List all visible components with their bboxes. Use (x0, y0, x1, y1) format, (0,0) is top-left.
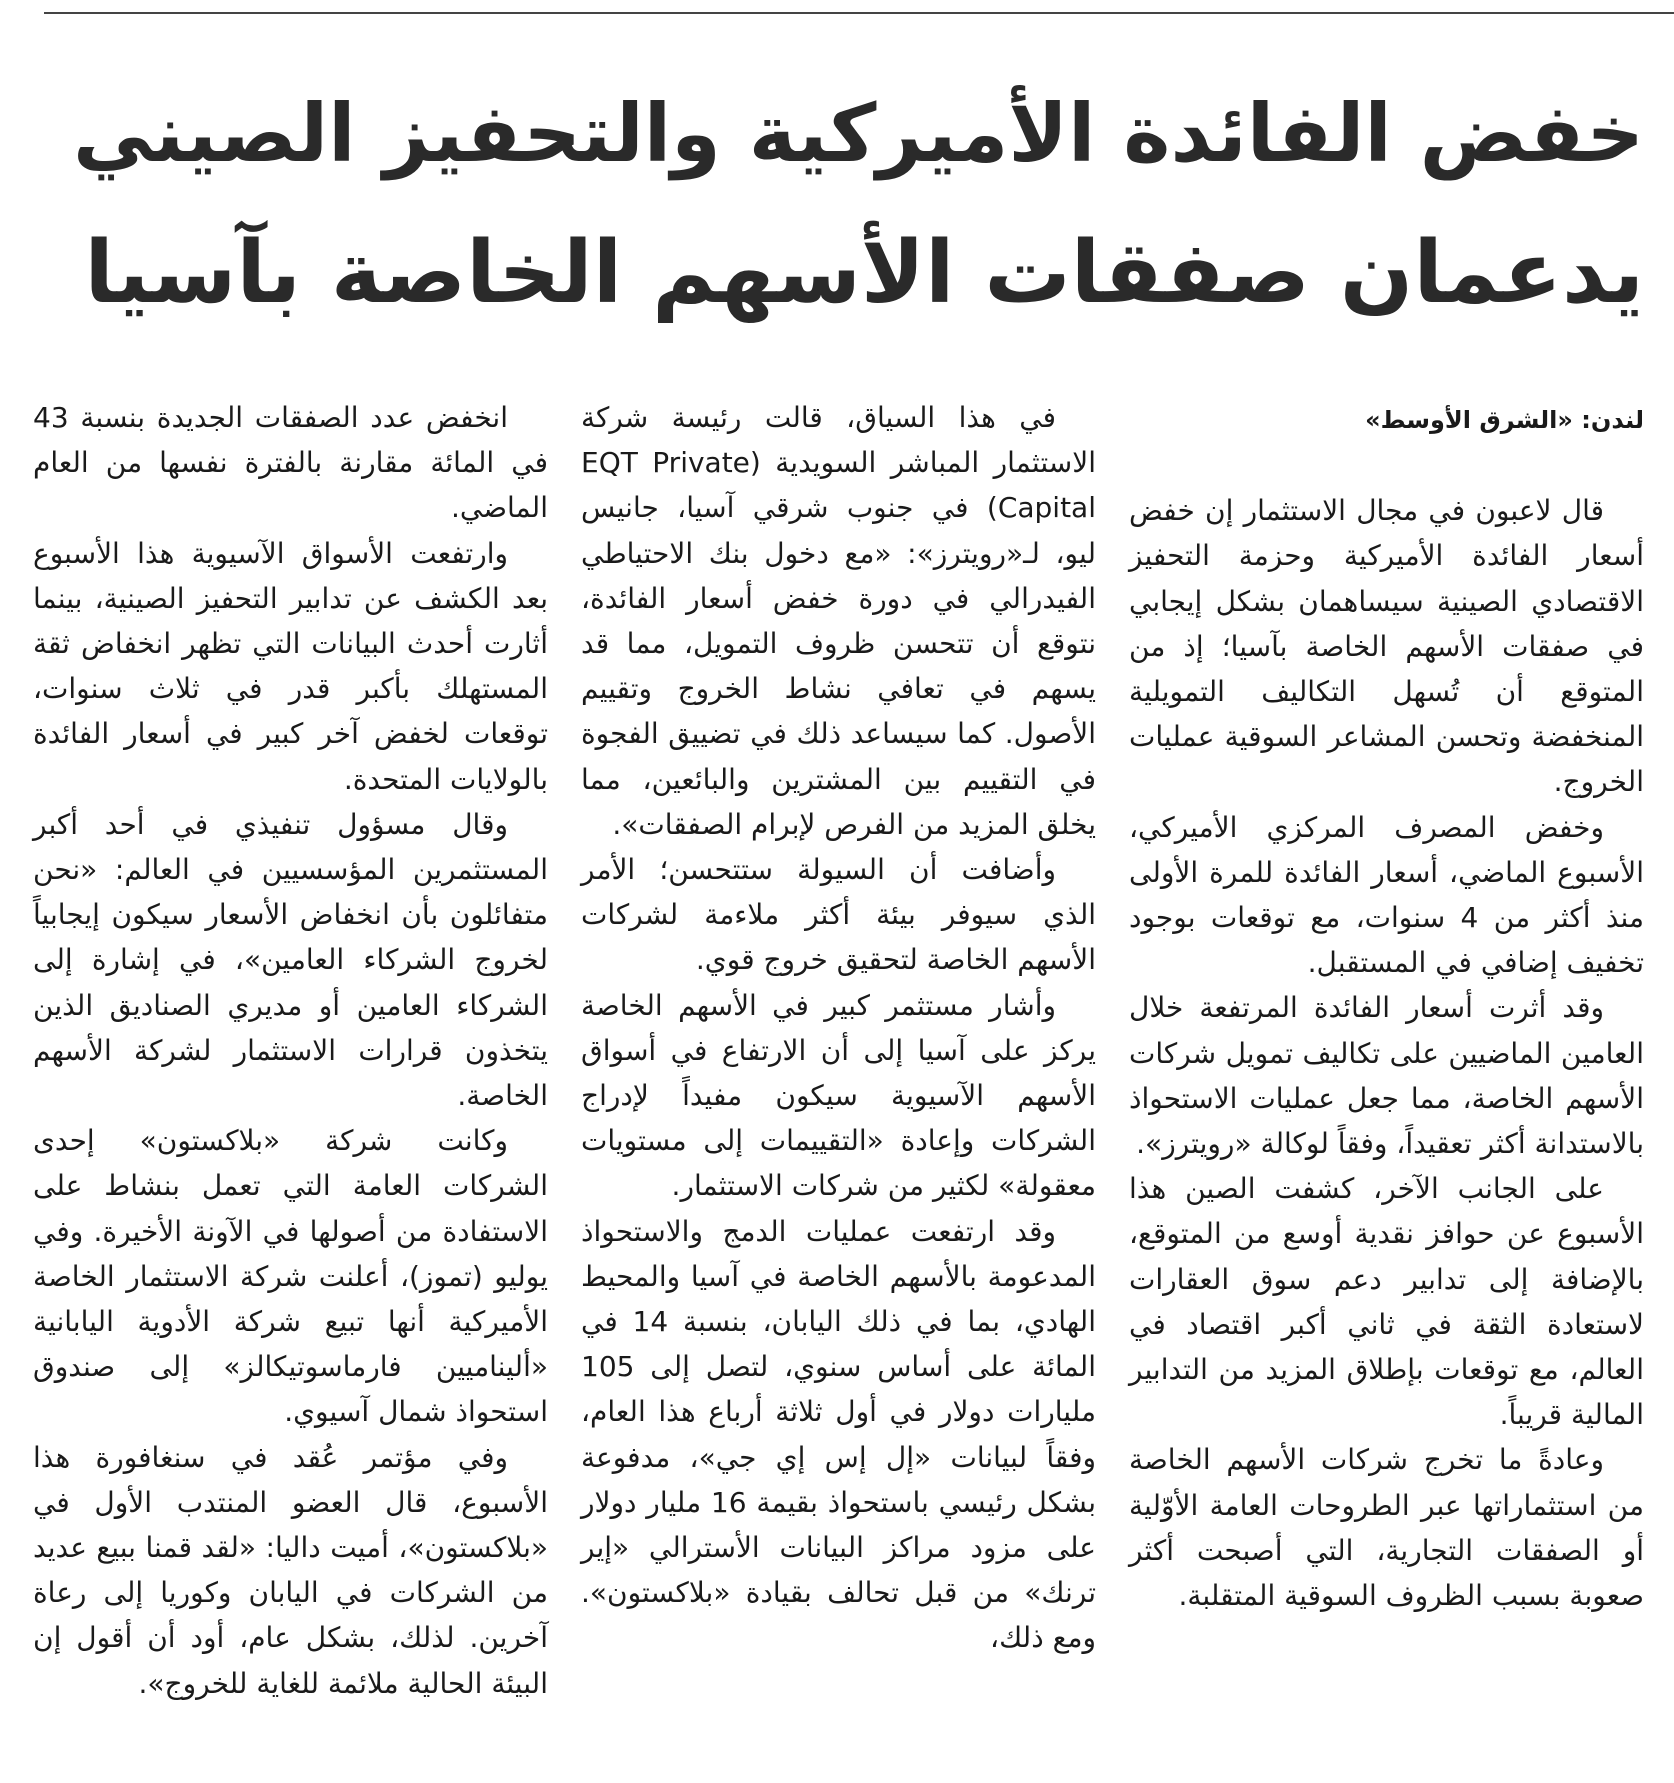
headline-line-2: يدعمان صفقات الأسهم الخاصة بآسيا (84, 223, 1644, 323)
paragraph: وكانت شركة «بلاكستون» إحدى الشركات العامة التي تعمل بنشاط على الاستفادة من أصولها في الآونة الأخيرة. وفي يوليو (تموز)، أعلنت شركة الاستثمار الخاصة الأميركية أنها تبيع شركة الأدوية اليابانية «أليناميين فارماسوتيكالز» إلى صندوق استحواذ شمال آسيوي. (33, 1124, 548, 1429)
paragraph: انخفض عدد الصفقات الجديدة بنسبة 43 في المائة مقارنة بالفترة نفسها من العام الماضي. (33, 401, 548, 525)
top-rule (44, 12, 1674, 14)
paragraph: وأضافت أن السيولة ستتحسن؛ الأمر الذي سيوفر بيئة أكثر ملاءمة لشركات الأسهم الخاصة لتحقيق خروج قوي. (581, 853, 1096, 977)
byline: لندن: «الشرق الأوسط» (1365, 406, 1644, 434)
paragraph: وعادةً ما تخرج شركات الأسهم الخاصة من استثماراتها عبر الطروحات العامة الأوّلية أو الصفقات التجارية، التي أصبحت أكثر صعوبة بسبب الظروف السوقية المتقلبة. (1129, 1443, 1644, 1613)
paragraph: وأشار مستثمر كبير في الأسهم الخاصة يركز على آسيا إلى أن الارتفاع في أسواق الأسهم الآسيوية سيكون مفيداً لإدراج الشركات وإعادة «التقييمات إلى مستويات معقولة» لكثير من شركات الاستثمار. (581, 988, 1096, 1203)
paragraph: وفي مؤتمر عُقد في سنغافورة هذا الأسبوع، قال العضو المنتدب الأول في «بلاكستون»، أميت داليا: «لقد قمنا ببيع عديد من الشركات في اليابان وكوريا إلى رعاة آخرين. لذلك، بشكل عام، أود أن أقول إن البيئة الحالية ملائمة للغاية للخروج». (33, 1440, 548, 1700)
paragraph: وقال مسؤول تنفيذي في أحد أكبر المستثمرين المؤسسيين في العالم: «نحن متفائلون بأن انخفاض الأسعار سيكون إيجابياً لخروج الشركاء العامين»، في إشارة إلى الشركاء العامين أو مديري الصناديق الذين يتخذون قرارات الاستثمار لشركة الأسهم الخاصة. (33, 807, 548, 1113)
paragraph: في هذا السياق، قالت رئيسة شركة الاستثمار المباشر السويدية (EQT Private Capital) في جنوب شرقي آسيا، جانيس ليو، لـ«رويترز»: «مع دخول بنك الاحتياطي الفيدرالي في دورة خفض أسعار الفائدة، نتوقع أن تتحسن ظروف التمويل، مما قد يسهم في تعافي نشاط الخروج وتقييم الأصول. كما سيساعد ذلك في تضييق الفجوة في التقييم بين المشترين والبائعين، مما يخلق المزيد من الفرص لإبرام الصفقات». (581, 401, 1096, 841)
paragraph: وقد أثرت أسعار الفائدة المرتفعة خلال العامين الماضيين على تكاليف تمويل شركات الأسهم الخاصة، مما جعل عمليات الاستحواذ بالاستدانة أكثر تعقيداً، وفقاً لوكالة «رويترز». (1129, 991, 1644, 1161)
paragraph: وارتفعت الأسواق الآسيوية هذا الأسبوع بعد الكشف عن تدابير التحفيز الصينية، بينما أثارت أحدث البيانات التي تظهر انخفاض ثقة المستهلك بأكبر قدر في ثلاث سنوات، توقعات لخفض آخر كبير في أسعار الفائدة بالولايات المتحدة. (33, 536, 548, 796)
column-middle (581, 395, 1096, 1661)
paragraph: على الجانب الآخر، كشفت الصين هذا الأسبوع عن حوافز نقدية أوسع من المتوقع، بالإضافة إلى تدابير دعم سوق العقارات لاستعادة الثقة في ثاني أكبر اقتصاد في العالم، مع توقعات بإطلاق المزيد من التدابير المالية قريباً. (1129, 1172, 1644, 1432)
paragraph: وخفض المصرف المركزي الأميركي، الأسبوع الماضي، أسعار الفائدة للمرة الأولى منذ أكثر من 4 سنوات، مع توقعات بوجود تخفيف إضافي في المستقبل. (1129, 810, 1645, 980)
column-right (1129, 398, 1644, 1618)
headline-line-1: خفض الفائدة الأميركية والتحفيز الصيني (72, 87, 1644, 180)
column-left (33, 395, 548, 1706)
paragraph: قال لاعبون في مجال الاستثمار إن خفض أسعار الفائدة الأميركية وحزمة التحفيز الاقتصادي الصينية سيساهمان بشكل إيجابي في صفقات الأسهم الخاصة بآسيا؛ إذ من المتوقع أن تُسهل التكاليف التمويلية المنخفضة وتحسن المشاعر السوقية عمليات الخروج. (1129, 494, 1644, 799)
paragraph: وقد ارتفعت عمليات الدمج والاستحواذ المدعومة بالأسهم الخاصة في آسيا والمحيط الهادي، بما في ذلك اليابان، بنسبة 14 في المائة على أساس سنوي، لتصل إلى 105 مليارات دولار في أول ثلاثة أرباع هذا العام، وفقاً لبيانات «إل إس إي جي»، مدفوعة بشكل رئيسي باستحواذ بقيمة 16 مليار دولار على مزود مراكز البيانات الأسترالي «إير ترنك» من قبل تحالف بقيادة «بلاكستون». ومع ذلك، (581, 1214, 1096, 1655)
